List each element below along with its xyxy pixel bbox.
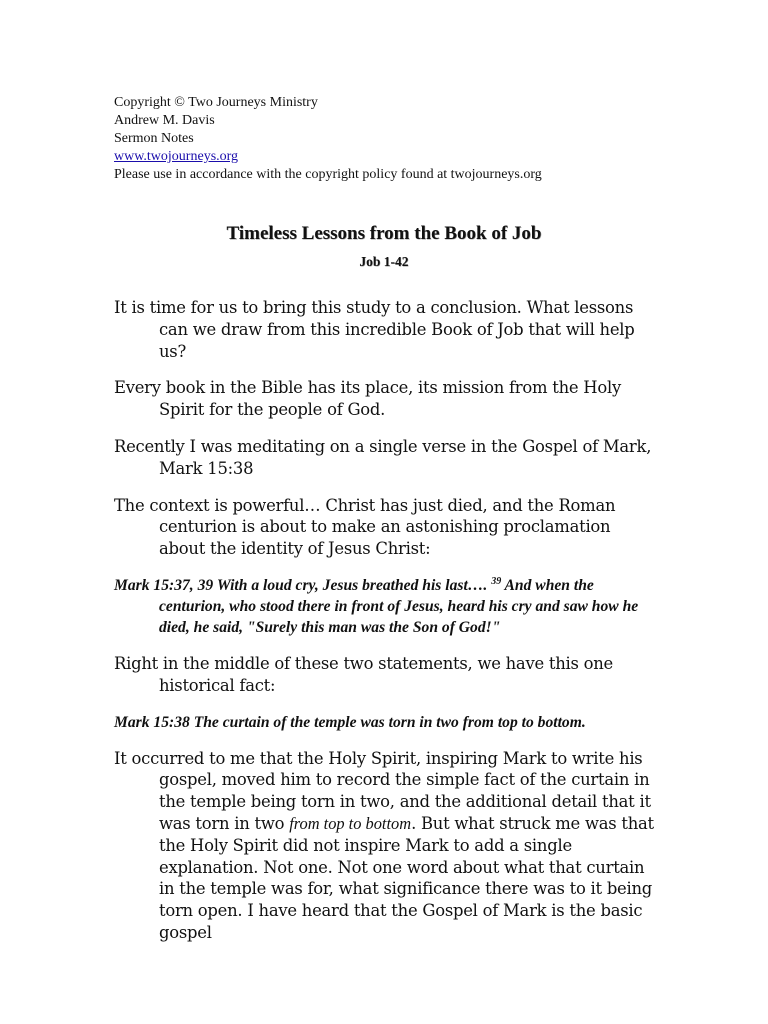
- copyright-line: Copyright © Two Journeys Ministry: [114, 95, 318, 110]
- verse-1-text-b: And when the centurion, who stood there in front of Jesus, heard his cry and saw how he died, he said, "Surely this man was the Son of God!": [159, 576, 639, 636]
- sermon-title: Timeless Lessons from the Book of Job: [226, 223, 542, 244]
- copyright-header: [114, 94, 654, 184]
- paragraph-2: Every book in the Bible has its place, its mission from the Holy Spirit for the people of God.: [114, 378, 621, 420]
- verse-quote-1: [114, 575, 654, 638]
- doc-type-line: Sermon Notes: [114, 131, 194, 146]
- verse-number-39: 39: [491, 575, 502, 587]
- verse-1-text-a: Mark 15:37, 39 With a loud cry, Jesus breathed his last….: [114, 576, 488, 594]
- paragraph-1: It is time for us to bring this study to a conclusion. What lessons can we draw from this incredible Book of Job that will help us?: [114, 298, 635, 361]
- paragraph-6-emphasis: from top to bottom: [289, 813, 412, 833]
- paragraph-6-text-b: . But what struck me was that the Holy Spirit did not inspire Mark to add a single explanation. Not one. Not one word about what that curtain in the temple was for, what significance there was to it being torn open. I have heard that the Gospel of Mark is the basic gospel: [159, 813, 654, 942]
- document-page: [114, 94, 654, 959]
- paragraph-6-text-a: It occurred to me that the Holy Spirit, inspiring Mark to write his gospel, moved him to record the simple fact of the curtain in the temple being torn in two, and the additional detail that it was torn in two: [114, 748, 651, 833]
- scripture-reference: Job 1-42: [359, 254, 409, 269]
- copyright-policy-line: Please use in accordance with the copyright policy found at twojourneys.org: [114, 167, 542, 182]
- verse-quote-2: Mark 15:38 The curtain of the temple was torn in two from top to bottom.: [114, 713, 586, 731]
- website-link[interactable]: www.twojourneys.org: [114, 149, 239, 164]
- paragraph-4: The context is powerful… Christ has just died, and the Roman centurion is about to make an astonishing proclamation about the identity of Jesus Christ:: [114, 495, 616, 559]
- author-line: Andrew M. Davis: [114, 113, 215, 128]
- paragraph-5: Right in the middle of these two statements, we have this one historical fact:: [114, 653, 614, 695]
- paragraph-6: [114, 748, 654, 944]
- paragraph-3: Recently I was meditating on a single verse in the Gospel of Mark, Mark 15:38: [114, 436, 652, 478]
- sermon-body: [114, 297, 654, 944]
